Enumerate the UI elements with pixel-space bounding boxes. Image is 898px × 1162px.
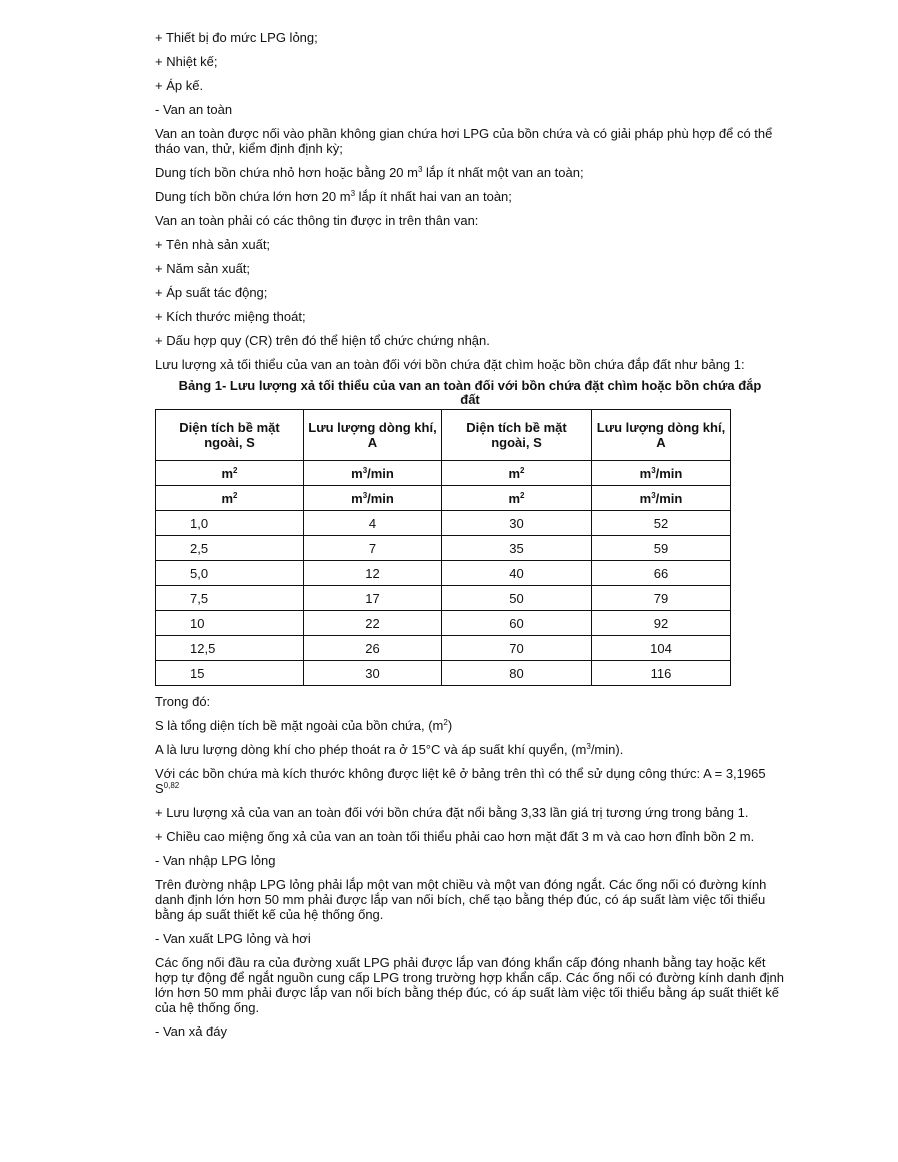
section-heading-inlet-valve: - Van nhập LPG lỏng (155, 853, 276, 868)
section-heading-outlet-valve: - Van xuất LPG lỏng và hơi (155, 931, 311, 946)
list-item-thermometer: + Nhiệt kế; (155, 54, 218, 69)
table-cell: 2,5 (156, 536, 304, 561)
table-cell: 30 (304, 661, 442, 686)
column-header-surface-area: Diện tích bề mặt ngoài, S (156, 410, 304, 461)
table-cell: 22 (304, 611, 442, 636)
table-cell: 59 (592, 536, 731, 561)
table-cell: 116 (592, 661, 731, 686)
table-cell: 30 (442, 511, 592, 536)
small-tank-rule: Dung tích bồn chứa nhỏ hơn hoặc bằng 20 $m^3$ lắp ít nhất một van an toàn; (155, 165, 584, 180)
table-cell: 52 (592, 511, 731, 536)
unit-cell: $m^2$ (442, 486, 592, 511)
table-cell: 79 (592, 586, 731, 611)
table-cell: 92 (592, 611, 731, 636)
table-row (156, 511, 731, 536)
table-header-row (156, 410, 731, 461)
flow-rate-table (155, 409, 731, 686)
table-cell: 4 (304, 511, 442, 536)
table-cell: 7 (304, 536, 442, 561)
table-cell: 40 (442, 561, 592, 586)
table-cell: 12,5 (156, 636, 304, 661)
table-cell: 60 (442, 611, 592, 636)
discharge-height-note: + Chiều cao miệng ống xả của van an toàn tối thiểu phải cao hơn mặt đất 3 m và cao hơn đỉnh bồn 2 m. (155, 829, 755, 844)
outlet-valve-paragraph: Các ống nối đầu ra của đường xuất LPG phải được lắp van đóng khẩn cấp đóng nhanh bằng tay hoặc kết hợp tự động để ngắt nguồn cung cấp LPG trong trường hợp khẩn cấp. Các ống nối có đường kính danh định lớn hơn 50 mm phải được lắp van nối bích bằng thép đúc, có áp suất làm việc tối thiểu bằng áp suất thiết kế của hệ thống ống. (155, 955, 785, 1015)
table-cell: 66 (592, 561, 731, 586)
where-label: Trong đó: (155, 694, 211, 709)
table-cell: 12 (304, 561, 442, 586)
valve-marking-intro: Van an toàn phải có các thông tin được in trên thân van: (155, 213, 479, 228)
column-header-flow-rate: Lưu lượng dòng khí, A (304, 410, 442, 461)
column-header-surface-area: Diện tích bề mặt ngoài, S (442, 410, 592, 461)
unit-cell: $m^3/\min$ (304, 461, 442, 486)
unit-cell: $m^3/\min$ (592, 486, 731, 511)
table-cell: 26 (304, 636, 442, 661)
unit-cell: $m^3/\min$ (592, 461, 731, 486)
inlet-valve-paragraph: Trên đường nhập LPG lỏng phải lắp một van một chiều và một van đóng ngắt. Các ống nối có đường kính danh định lớn hơn 50 mm phải được lắp van nối bích, chế tạo bằng thép đúc, có áp suất làm việc tối thiểu bằng áp suất thiết kế của hệ thống ống. (155, 877, 767, 922)
definition-s: S là tổng diện tích bề mặt ngoài của bồn chứa, $(m^2)$ (155, 718, 453, 733)
table-row (156, 636, 731, 661)
unit-cell: $m^2$ (156, 486, 304, 511)
table-cell: 10 (156, 611, 304, 636)
table-caption: Bảng 1- Lưu lượng xả tối thiểu của van an toàn đối với bồn chứa đặt chìm hoặc bồn chứa đắp đất (178, 378, 762, 407)
table-cell: 35 (442, 536, 592, 561)
section-heading-safety-valve: - Van an toàn (155, 102, 233, 117)
list-item-year: + Năm sản xuất; (155, 261, 251, 276)
table-unit-row (156, 461, 731, 486)
unit-cell: $m^2$ (156, 461, 304, 486)
table-row (156, 586, 731, 611)
list-item-outlet-size: + Kích thước miệng thoát; (155, 309, 306, 324)
table-cell: 17 (304, 586, 442, 611)
table-intro-paragraph: Lưu lượng xả tối thiểu của van an toàn đối với bồn chứa đặt chìm hoặc bồn chứa đắp đất như bảng 1: (155, 357, 745, 372)
formula-paragraph: Với các bồn chứa mà kích thước không được liệt kê ở bảng trên thì có thể sử dụng công thức: A = 3,1965 S$^{0,82}$ (155, 766, 766, 796)
column-header-flow-rate: Lưu lượng dòng khí, A (592, 410, 731, 461)
table-row (156, 561, 731, 586)
list-item-conformity-mark: + Dấu hợp quy (CR) trên đó thể hiện tổ chức chứng nhận. (155, 333, 490, 348)
list-item-set-pressure: + Áp suất tác động; (155, 285, 268, 300)
unit-cell: $m^2$ (442, 461, 592, 486)
list-item-manufacturer: + Tên nhà sản xuất; (155, 237, 271, 252)
large-tank-rule: Dung tích bồn chứa lớn hơn 20 $m^3$ lắp ít nhất hai van an toàn; (155, 189, 512, 204)
document-page (155, 30, 785, 1048)
list-item-level-gauge: + Thiết bị đo mức LPG lỏng; (155, 30, 318, 45)
table-cell: 15 (156, 661, 304, 686)
definition-a: A là lưu lượng dòng khí cho phép thoát ra ở 15°C và áp suất khí quyển, $(m^3/\min)$. (155, 742, 624, 757)
table-cell: 1,0 (156, 511, 304, 536)
table-row (156, 611, 731, 636)
list-item-pressure-gauge: + Áp kế. (155, 78, 204, 93)
table-cell: 7,5 (156, 586, 304, 611)
table-unit-row (156, 486, 731, 511)
table-cell: 5,0 (156, 561, 304, 586)
table-cell: 70 (442, 636, 592, 661)
above-ground-note: + Lưu lượng xả của van an toàn đối với bồn chứa đặt nổi bằng 3,33 lần giá trị tương ứng trong bảng 1. (155, 805, 749, 820)
safety-valve-paragraph: Van an toàn được nối vào phần không gian chứa hơi LPG của bồn chứa và có giải pháp phù hợp để có thể tháo van, thử, kiểm định định kỳ; (155, 126, 773, 156)
unit-cell: $m^3/\min$ (304, 486, 442, 511)
table-cell: 80 (442, 661, 592, 686)
table-cell: 104 (592, 636, 731, 661)
section-heading-drain-valve: - Van xả đáy (155, 1024, 228, 1039)
table-cell: 50 (442, 586, 592, 611)
table-row (156, 536, 731, 561)
table-row (156, 661, 731, 686)
